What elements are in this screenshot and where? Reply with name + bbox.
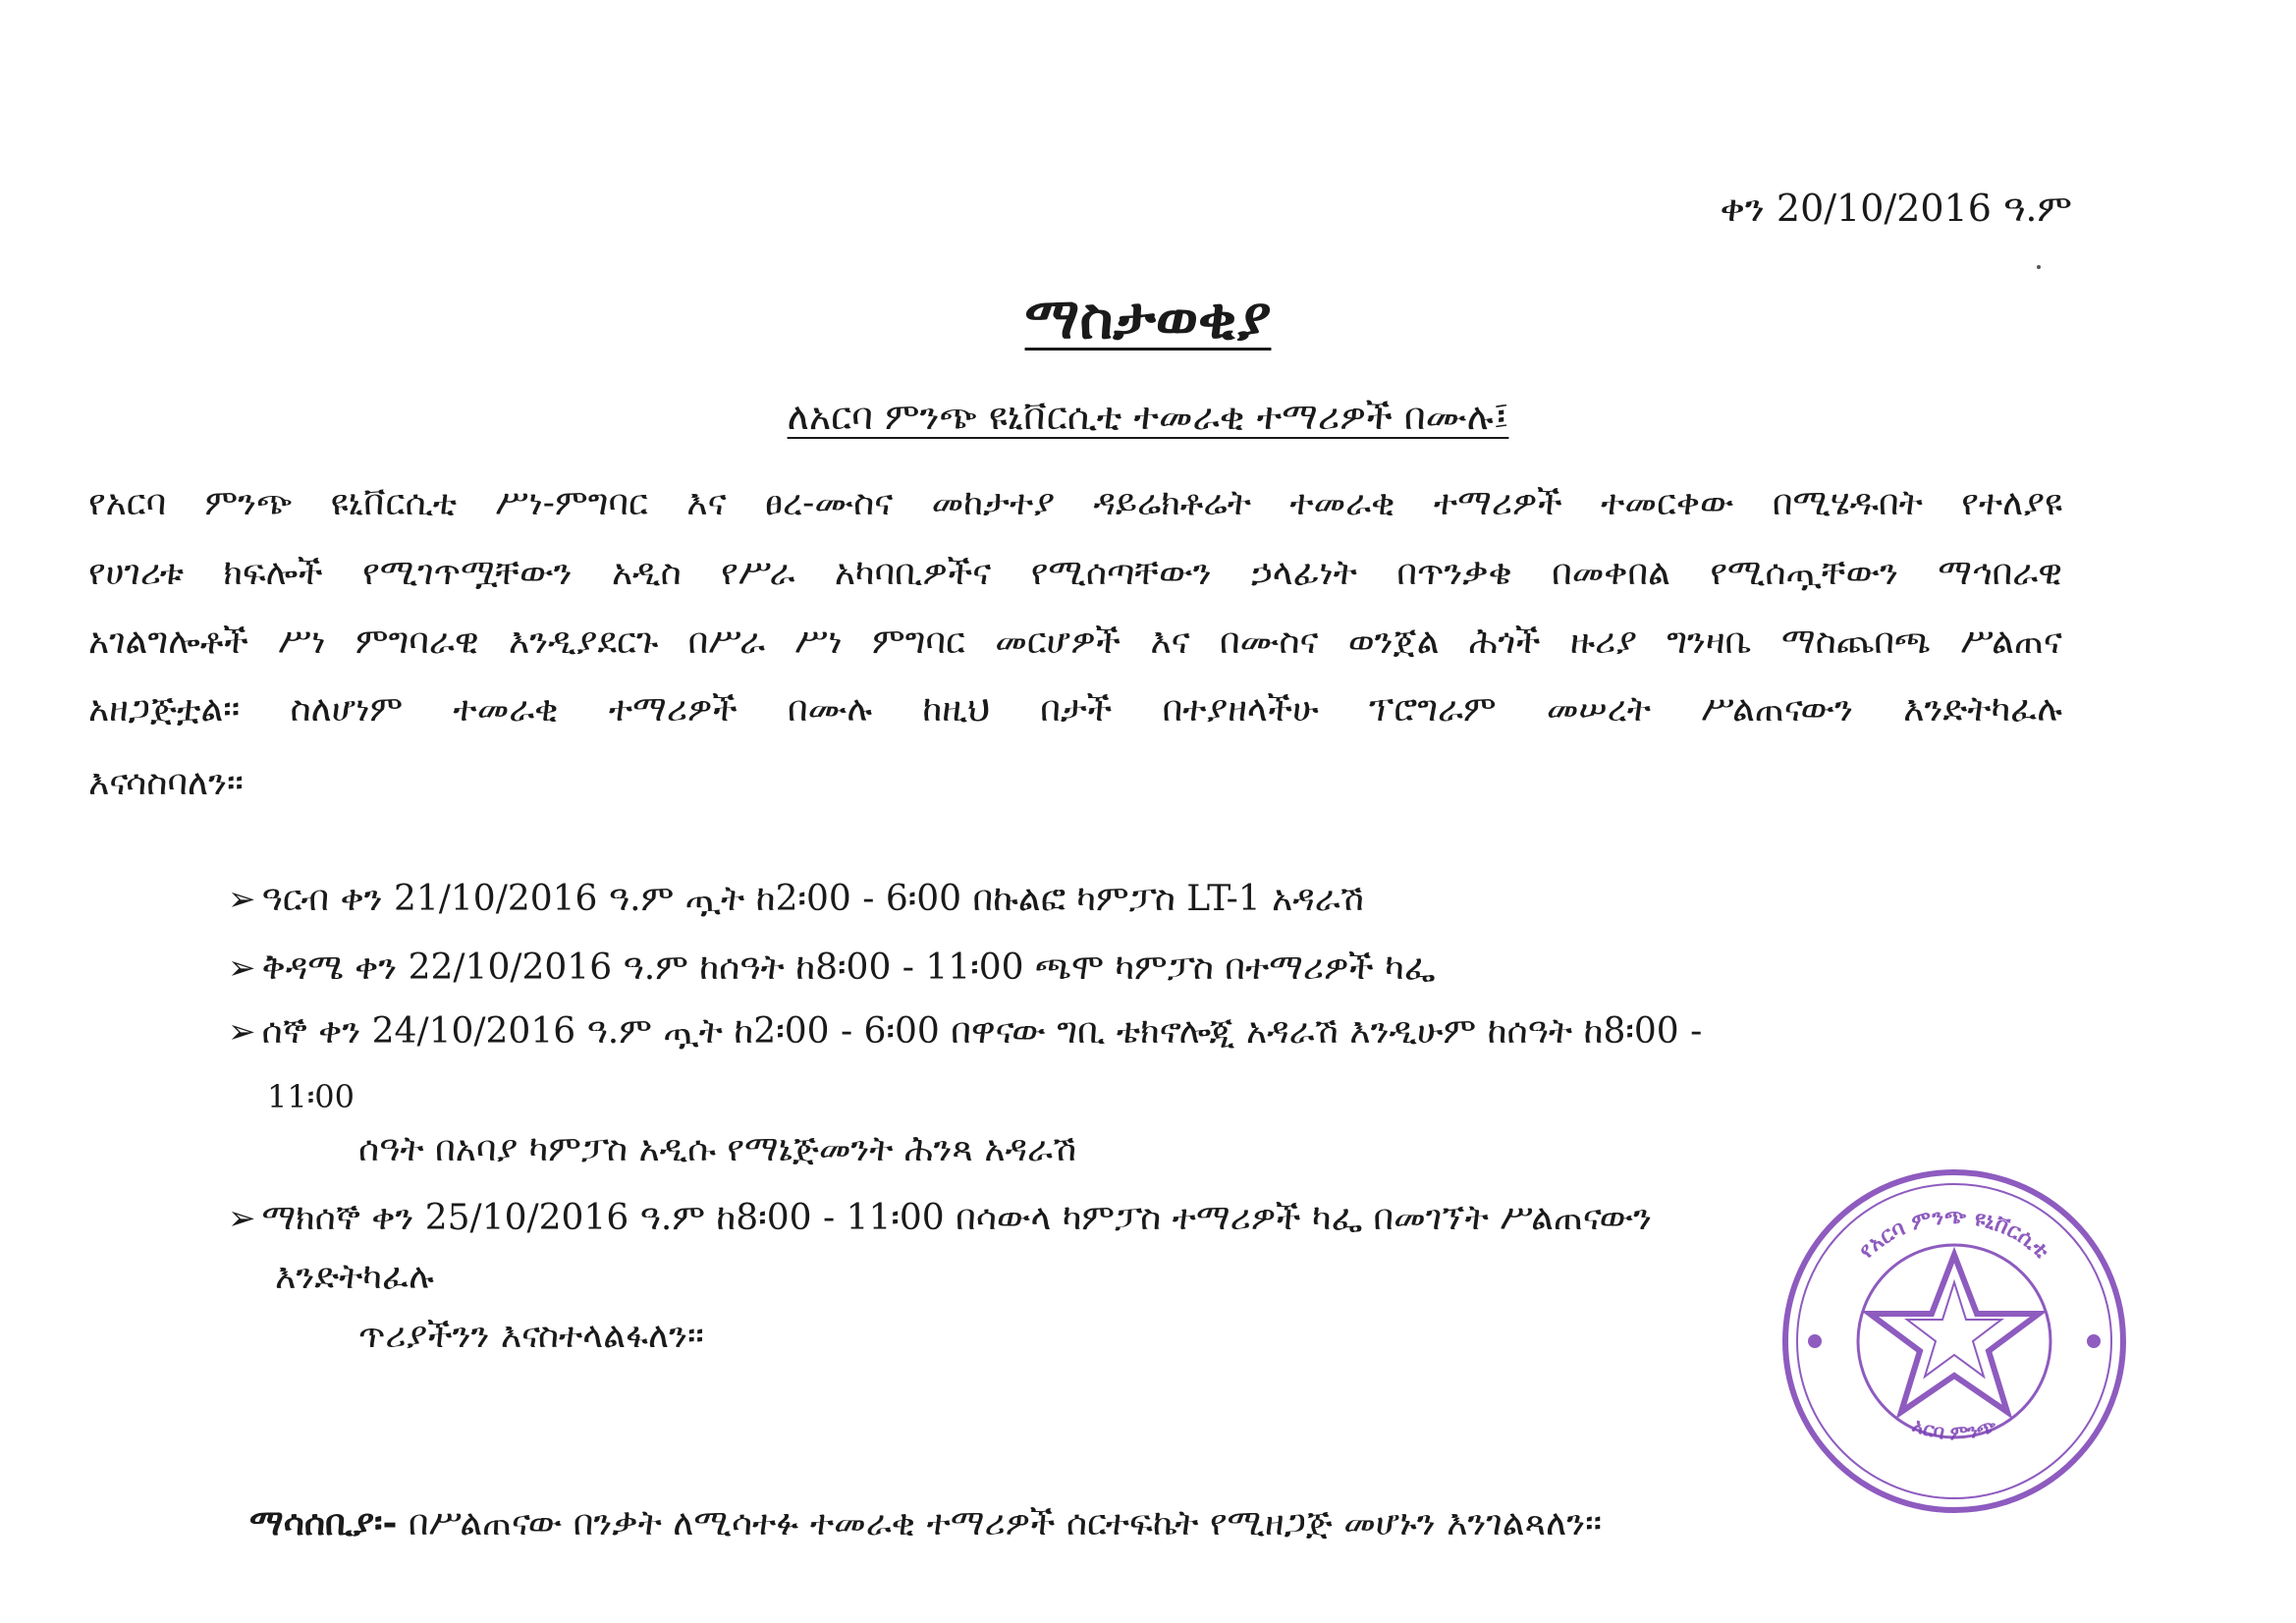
addressee-line: ለአርባ ምንጭ ዩኒቨርሲቲ ተመራቂ ተማሪዎች በሙሉ፤	[787, 395, 1509, 438]
reminder-note	[249, 1502, 1602, 1544]
schedule-item-4	[228, 1198, 1652, 1239]
arrow-icon: ➢	[228, 948, 256, 988]
schedule-item-text: ሰኞ ቀን 24/10/2016 ዓ.ም ጧት ከ2፡00 - 6፡00 በዋናው ግቢ ቴክኖሎጂ አዳራሽ እንዲሁም ከሰዓት ከ8፡00 -	[261, 1011, 1703, 1052]
notice-title: ማስታወቂያ	[1024, 285, 1272, 352]
body-line-4: አዘጋጅቷል፡፡ ስለሆነም ተመራቂ ተማሪዎች በሙሉ ከዚህ በታች በተያዘላችሁ ፕሮግራም መሠረት ሥልጠናውን እንድትካፈሉ	[88, 689, 2062, 730]
schedule-item-text: ቅዳሜ ቀን 22/10/2016 ዓ.ም ከሰዓት ከ8፡00 - 11፡00 ጫሞ ካምፓስ በተማሪዎች ካፌ	[261, 947, 1436, 988]
schedule-item-3-time: 11፡00	[267, 1078, 355, 1115]
body-line-2: የሀገሪቱ ክፍሎች የሚገጥሟቸውን አዲስ የሥራ አካባቢዎችና የሚሰጣቸውን ኃላፊነት በጥንቃቄ በመቀበል የሚሰጧቸውን ማኅበራዊ	[88, 553, 2062, 593]
schedule-item-text: ዓርብ ቀን 21/10/2016 ዓ.ም ጧት ከ2፡00 - 6፡00 በኩልፎ ካምፓስ LT-1 አዳራሽ	[261, 879, 1364, 919]
arrow-icon: ➢	[228, 880, 256, 919]
reminder-label: ማሳሰቢያ፡-	[249, 1502, 398, 1543]
schedule-item-text: ማክሰኞ ቀን 25/10/2016 ዓ.ም ከ8፡00 - 11፡00 በሳውላ ካምፓስ ተማሪዎች ካፌ በመገኘት ሥልጠናውን	[261, 1198, 1653, 1238]
closing-line: ጥሪያችንን እናስተላልፋለን፡፡	[358, 1316, 704, 1356]
date-line: ቀን 20/10/2016 ዓ.ም	[1720, 187, 2072, 230]
schedule-item-3-venue: ሰዓት በአባያ ካምፓስ አዲሱ የማኔጅመንት ሕንጻ አዳራሽ	[358, 1129, 1077, 1169]
svg-text:አርባ ምንጭ	[1909, 1413, 1999, 1445]
schedule-item-1	[228, 879, 1364, 920]
arrow-icon: ➢	[228, 1199, 256, 1238]
body-line-3: አገልግሎቶች ሥነ ምግባራዊ እንዲያደርጉ በሥራ ሥነ ምግባር መርሆዎች እና በሙስና ወንጀል ሕጎች ዙሪያ ግንዛቤ ማስጨበጫ ሥልጠና	[88, 622, 2062, 662]
body-line-1: የአርባ ምንጭ ዩኒቨርሲቲ ሥነ-ምግባር እና ፀረ-ሙስና መከታተያ ዳይሬክቶሬት ተመራቂ ተማሪዎች ተመርቀው በሚሄዱበት የተለያዩ	[88, 483, 2062, 523]
stamp-top-text: የአርባ ምንጭ ዩኒቨርሲቲ	[1854, 1204, 2054, 1265]
arrow-icon: ➢	[228, 1012, 256, 1052]
body-line-5: እናሳስባለን፡፡	[88, 763, 244, 803]
schedule-item-4-cont: እንድትካፈሉ	[275, 1257, 434, 1297]
schedule-item-3	[228, 1011, 1702, 1053]
reminder-text: በሥልጠናው በንቃት ለሚሳተፉ ተመራቂ ተማሪዎች ሰርተፍኬት የሚዘጋጅ መሆኑን እንገልጻለን፡፡	[397, 1503, 1603, 1543]
official-stamp	[1777, 1164, 2131, 1518]
schedule-item-2	[228, 947, 1435, 989]
date-mark	[2037, 265, 2041, 269]
stamp-bottom-text: አርባ ምንጭ	[1909, 1412, 1999, 1445]
